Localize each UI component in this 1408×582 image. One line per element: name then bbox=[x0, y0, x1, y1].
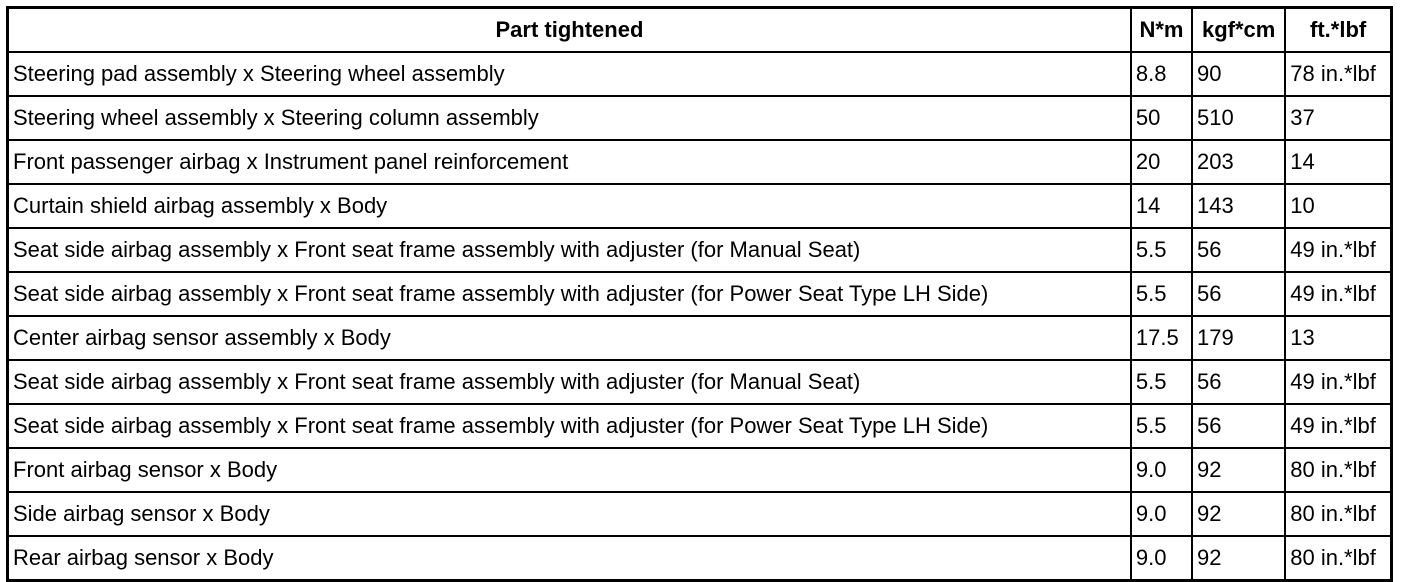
cell-nm: 5.5 bbox=[1131, 360, 1192, 404]
cell-kgf: 92 bbox=[1192, 448, 1285, 492]
table-row bbox=[8, 492, 1392, 536]
cell-nm: 14 bbox=[1131, 184, 1192, 228]
cell-kgf: 179 bbox=[1192, 316, 1285, 360]
cell-part: Center airbag sensor assembly x Body bbox=[8, 316, 1131, 360]
cell-kgf: 90 bbox=[1192, 52, 1285, 96]
cell-part: Seat side airbag assembly x Front seat frame assembly with adjuster (for Power Seat Type LH Side) bbox=[8, 272, 1131, 316]
cell-nm: 9.0 bbox=[1131, 536, 1192, 581]
cell-kgf: 56 bbox=[1192, 360, 1285, 404]
cell-ft: 14 bbox=[1285, 140, 1391, 184]
cell-part: Seat side airbag assembly x Front seat frame assembly with adjuster (for Manual Seat) bbox=[8, 360, 1131, 404]
header-ft-lbf: ft.*lbf bbox=[1285, 8, 1391, 53]
cell-ft: 10 bbox=[1285, 184, 1391, 228]
cell-nm: 20 bbox=[1131, 140, 1192, 184]
cell-nm: 9.0 bbox=[1131, 492, 1192, 536]
cell-ft: 49 in.*lbf bbox=[1285, 272, 1391, 316]
cell-nm: 17.5 bbox=[1131, 316, 1192, 360]
cell-ft: 80 in.*lbf bbox=[1285, 448, 1391, 492]
cell-ft: 49 in.*lbf bbox=[1285, 228, 1391, 272]
table-header bbox=[8, 8, 1392, 53]
table-row bbox=[8, 316, 1392, 360]
cell-ft: 37 bbox=[1285, 96, 1391, 140]
header-kgf-cm: kgf*cm bbox=[1192, 8, 1285, 53]
cell-nm: 9.0 bbox=[1131, 448, 1192, 492]
table-row bbox=[8, 272, 1392, 316]
cell-nm: 5.5 bbox=[1131, 228, 1192, 272]
torque-spec-table bbox=[6, 6, 1393, 582]
cell-kgf: 510 bbox=[1192, 96, 1285, 140]
cell-ft: 49 in.*lbf bbox=[1285, 360, 1391, 404]
cell-part: Seat side airbag assembly x Front seat frame assembly with adjuster (for Manual Seat) bbox=[8, 228, 1131, 272]
cell-kgf: 203 bbox=[1192, 140, 1285, 184]
table-row bbox=[8, 448, 1392, 492]
cell-ft: 80 in.*lbf bbox=[1285, 536, 1391, 581]
cell-kgf: 143 bbox=[1192, 184, 1285, 228]
table-row bbox=[8, 96, 1392, 140]
cell-nm: 5.5 bbox=[1131, 404, 1192, 448]
cell-ft: 80 in.*lbf bbox=[1285, 492, 1391, 536]
cell-ft: 78 in.*lbf bbox=[1285, 52, 1391, 96]
header-row bbox=[8, 8, 1392, 53]
header-nm: N*m bbox=[1131, 8, 1192, 53]
table-row bbox=[8, 404, 1392, 448]
cell-part: Seat side airbag assembly x Front seat frame assembly with adjuster (for Power Seat Type LH Side) bbox=[8, 404, 1131, 448]
table-body bbox=[8, 52, 1392, 581]
cell-ft: 13 bbox=[1285, 316, 1391, 360]
table-row bbox=[8, 184, 1392, 228]
table-row bbox=[8, 536, 1392, 581]
cell-part: Rear airbag sensor x Body bbox=[8, 536, 1131, 581]
cell-part: Front passenger airbag x Instrument panel reinforcement bbox=[8, 140, 1131, 184]
cell-part: Curtain shield airbag assembly x Body bbox=[8, 184, 1131, 228]
header-part-tightened: Part tightened bbox=[8, 8, 1131, 53]
cell-ft: 49 in.*lbf bbox=[1285, 404, 1391, 448]
cell-part: Steering wheel assembly x Steering column assembly bbox=[8, 96, 1131, 140]
cell-part: Front airbag sensor x Body bbox=[8, 448, 1131, 492]
table-row bbox=[8, 360, 1392, 404]
table-row bbox=[8, 228, 1392, 272]
cell-nm: 8.8 bbox=[1131, 52, 1192, 96]
cell-nm: 5.5 bbox=[1131, 272, 1192, 316]
cell-kgf: 56 bbox=[1192, 272, 1285, 316]
table-row bbox=[8, 140, 1392, 184]
table-row bbox=[8, 52, 1392, 96]
cell-kgf: 56 bbox=[1192, 228, 1285, 272]
cell-part: Side airbag sensor x Body bbox=[8, 492, 1131, 536]
cell-kgf: 56 bbox=[1192, 404, 1285, 448]
cell-part: Steering pad assembly x Steering wheel assembly bbox=[8, 52, 1131, 96]
cell-kgf: 92 bbox=[1192, 492, 1285, 536]
cell-kgf: 92 bbox=[1192, 536, 1285, 581]
cell-nm: 50 bbox=[1131, 96, 1192, 140]
